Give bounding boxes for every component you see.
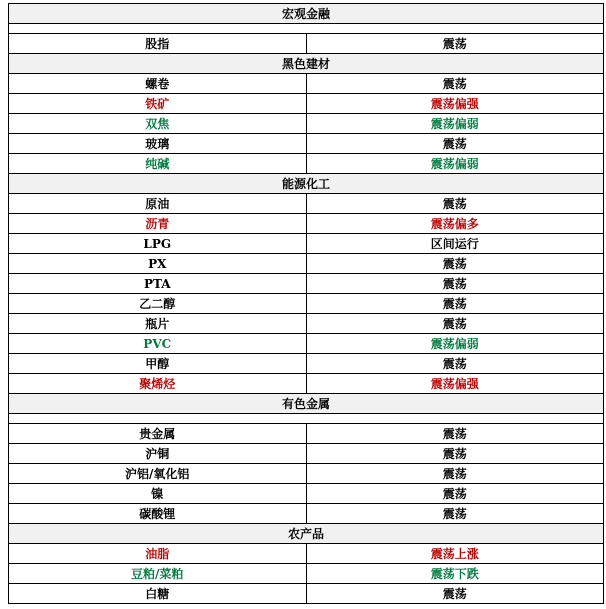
market-outlook-table xyxy=(8,3,604,604)
table-row xyxy=(9,214,604,234)
section-title: 能源化工 xyxy=(9,174,604,194)
commodity-name: 白糖 xyxy=(9,584,307,604)
table-body xyxy=(9,4,604,604)
commodity-name: 铁矿 xyxy=(9,94,307,114)
outlook-view: 震荡偏多 xyxy=(306,214,604,234)
table-row xyxy=(9,314,604,334)
outlook-view: 震荡 xyxy=(306,274,604,294)
outlook-view: 震荡偏弱 xyxy=(306,154,604,174)
commodity-name: 聚烯烃 xyxy=(9,374,307,394)
table-row xyxy=(9,584,604,604)
commodity-name: 贵金属 xyxy=(9,424,307,444)
outlook-view: 震荡 xyxy=(306,74,604,94)
table-row xyxy=(9,354,604,374)
table-row xyxy=(9,504,604,524)
section-header-row xyxy=(9,524,604,544)
outlook-view: 震荡 xyxy=(306,34,604,54)
outlook-view: 震荡上涨 xyxy=(306,544,604,564)
table-row xyxy=(9,544,604,564)
outlook-view: 震荡偏强 xyxy=(306,374,604,394)
commodity-name: LPG xyxy=(9,234,307,254)
commodity-name: 镍 xyxy=(9,484,307,504)
commodity-name: 螺卷 xyxy=(9,74,307,94)
outlook-view: 震荡 xyxy=(306,424,604,444)
section-header-row xyxy=(9,174,604,194)
section-header-row xyxy=(9,4,604,24)
commodity-name: 沪铝/氧化铝 xyxy=(9,464,307,484)
outlook-view: 震荡 xyxy=(306,354,604,374)
commodity-name: PX xyxy=(9,254,307,274)
outlook-view: 震荡 xyxy=(306,134,604,154)
spacer-cell xyxy=(9,414,604,424)
commodity-name: 纯碱 xyxy=(9,154,307,174)
table-row xyxy=(9,274,604,294)
table-row xyxy=(9,294,604,314)
outlook-view: 震荡下跌 xyxy=(306,564,604,584)
commodity-name: 瓶片 xyxy=(9,314,307,334)
table-row xyxy=(9,234,604,254)
section-header-row xyxy=(9,54,604,74)
table-row xyxy=(9,484,604,504)
outlook-view: 震荡 xyxy=(306,314,604,334)
spacer-cell xyxy=(9,24,604,34)
spacer-row xyxy=(9,414,604,424)
section-title: 黑色建材 xyxy=(9,54,604,74)
outlook-view: 震荡 xyxy=(306,464,604,484)
commodity-name: 豆粕/菜粕 xyxy=(9,564,307,584)
commodity-name: PVC xyxy=(9,334,307,354)
outlook-view: 震荡 xyxy=(306,294,604,314)
commodity-name: 乙二醇 xyxy=(9,294,307,314)
table-row xyxy=(9,94,604,114)
table-row xyxy=(9,114,604,134)
outlook-view: 震荡 xyxy=(306,444,604,464)
table-row xyxy=(9,564,604,584)
outlook-view: 震荡偏弱 xyxy=(306,114,604,134)
section-title: 有色金属 xyxy=(9,394,604,414)
table-row xyxy=(9,424,604,444)
table-row xyxy=(9,194,604,214)
commodity-name: 甲醇 xyxy=(9,354,307,374)
table-row xyxy=(9,134,604,154)
table-row xyxy=(9,444,604,464)
table-row xyxy=(9,74,604,94)
spacer-row xyxy=(9,24,604,34)
outlook-view: 区间运行 xyxy=(306,234,604,254)
commodity-name: 玻璃 xyxy=(9,134,307,154)
outlook-view: 震荡 xyxy=(306,194,604,214)
table-row xyxy=(9,254,604,274)
section-title: 宏观金融 xyxy=(9,4,604,24)
outlook-view: 震荡 xyxy=(306,504,604,524)
outlook-view: 震荡偏弱 xyxy=(306,334,604,354)
table-row xyxy=(9,334,604,354)
outlook-view: 震荡偏强 xyxy=(306,94,604,114)
commodity-name: 原油 xyxy=(9,194,307,214)
section-title: 农产品 xyxy=(9,524,604,544)
outlook-view: 震荡 xyxy=(306,584,604,604)
table-row xyxy=(9,34,604,54)
commodity-name: PTA xyxy=(9,274,307,294)
outlook-view: 震荡 xyxy=(306,484,604,504)
commodity-name: 碳酸锂 xyxy=(9,504,307,524)
table-row xyxy=(9,464,604,484)
table-row xyxy=(9,154,604,174)
section-header-row xyxy=(9,394,604,414)
table-row xyxy=(9,374,604,394)
commodity-name: 双焦 xyxy=(9,114,307,134)
outlook-view: 震荡 xyxy=(306,254,604,274)
commodity-name: 股指 xyxy=(9,34,307,54)
commodity-name: 沥青 xyxy=(9,214,307,234)
commodity-name: 沪铜 xyxy=(9,444,307,464)
commodity-name: 油脂 xyxy=(9,544,307,564)
